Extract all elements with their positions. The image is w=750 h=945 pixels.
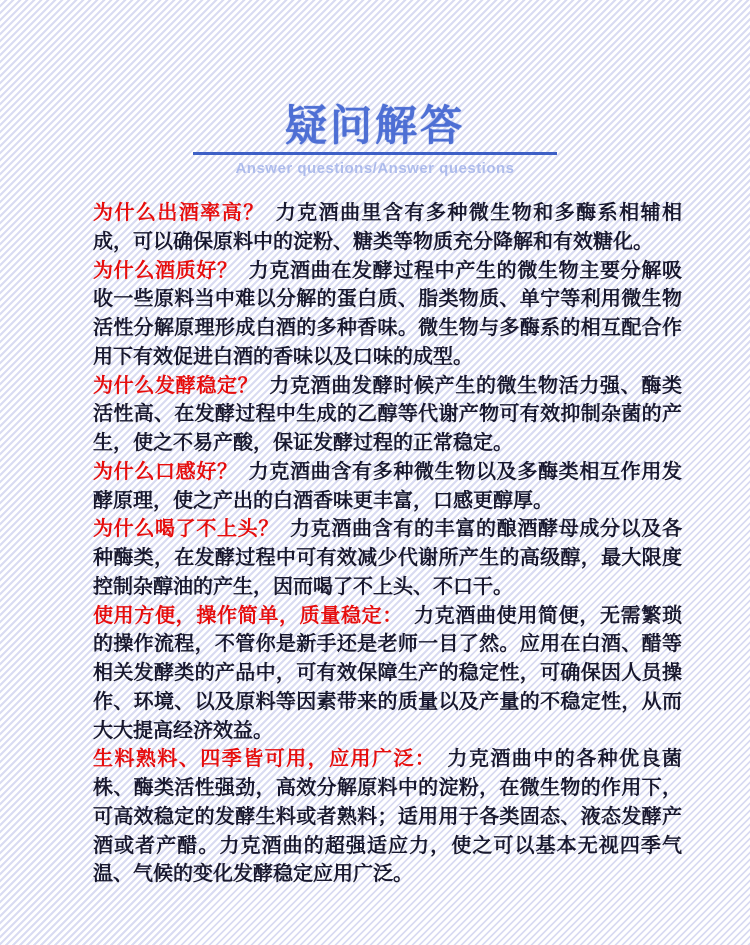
qa-item (93, 372, 682, 458)
qa-question: 为什么发酵稳定？ (93, 374, 259, 397)
qa-answer: 力克酒曲发酵时候产生的微生物活力强、酶类活性高、在发酵过程中生成的乙醇等代谢产物可有效抑制杂菌的产生，使之不易产酸，保证发酵过程的正常稳定。 (93, 374, 683, 454)
header (0, 0, 750, 178)
title-divider (193, 152, 557, 155)
qa-answer: 力克酒曲里含有多种微生物和多酶系相辅相成，可以确保原料中的淀粉、糖类等物质充分降解和有效糖化。 (93, 202, 683, 253)
qa-question: 为什么出酒率高？ (93, 202, 265, 224)
qa-item (93, 458, 682, 516)
qa-answer: 力克酒曲使用简便，无需繁琐的操作流程，不管你是新手还是老师一目了然。应用在白酒、醋等相关发酵类的产品中，可有效保障生产的稳定性，可确保因人员操作、环境、以及原料等因素带来的质量以及产量的不稳定性，从而大大提高经济效益。 (93, 604, 682, 742)
qa-answer: 力克酒曲中的各种优良菌株、酶类活性强劲，高效分解原料中的淀粉，在微生物的作用下，可高效稳定的发酵生料或者熟料；适用用于各类固态、液态发酵产酒或者产醋。力克酒曲的超强适应力，使之可以基本无视四季气温、气候的变化发酵稳定应用广泛。 (93, 748, 683, 886)
qa-item (93, 199, 682, 257)
page-title: 疑问解答 (284, 102, 465, 149)
qa-question: 生料熟料、四季皆可用，应用广泛： (93, 748, 437, 771)
qa-answer: 力克酒曲在发酵过程中产生的微生物主要分解吸收一些原料当中难以分解的蛋白质、脂类物质、单宁等利用微生物活性分解原理形成白酒的多种香味。微生物与多酶系的相互配合作用下有效促进白酒的香味以及口味的成型。 (93, 259, 683, 368)
page-subtitle: Answer questions/Answer questions (235, 160, 515, 177)
qa-question: 为什么口感好？ (93, 460, 238, 483)
qa-item (93, 257, 682, 372)
qa-item (93, 745, 682, 889)
qa-question: 为什么酒质好？ (93, 259, 238, 282)
qa-list (0, 199, 750, 889)
qa-item (93, 602, 682, 746)
qa-question: 为什么喝了不上头？ (93, 518, 279, 541)
qa-question: 使用方便，操作简单，质量稳定： (93, 604, 403, 627)
qa-answer: 力克酒曲含有多种微生物以及多酶类相互作用发酵原理，使之产出的白酒香味更丰富，口感更醇厚。 (93, 460, 683, 512)
qa-item (93, 515, 682, 601)
qa-answer: 力克酒曲含有的丰富的酿酒酵母成分以及各种酶类，在发酵过程中可有效减少代谢所产生的高级醇，最大限度控制杂醇油的产生，因而喝了不上头、不口干。 (93, 518, 682, 598)
